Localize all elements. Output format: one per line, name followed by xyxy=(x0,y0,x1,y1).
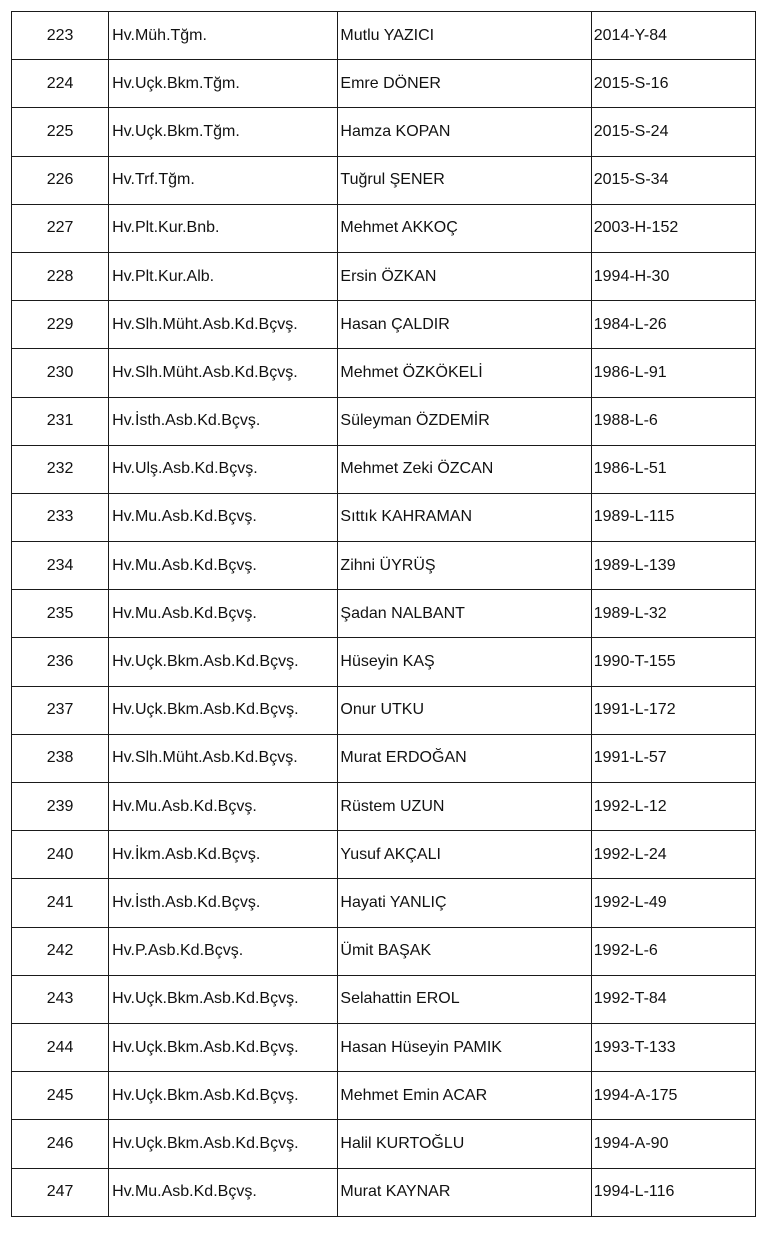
rank-cell: Hv.Mu.Asb.Kd.Bçvş. xyxy=(109,542,338,590)
table-row xyxy=(12,879,756,927)
row-number-cell: 237 xyxy=(12,686,109,734)
person-name-cell: Zihni ÜYRÜŞ xyxy=(338,542,591,590)
row-number-cell: 227 xyxy=(12,204,109,252)
personnel-table xyxy=(11,11,756,1217)
table-row xyxy=(12,734,756,782)
table-row xyxy=(12,349,756,397)
person-name-cell: Ersin ÖZKAN xyxy=(338,252,591,300)
rank-cell: Hv.İkm.Asb.Kd.Bçvş. xyxy=(109,831,338,879)
row-number-cell: 236 xyxy=(12,638,109,686)
registry-code-cell: 1994-A-90 xyxy=(591,1120,755,1168)
rank-cell: Hv.Uçk.Bkm.Asb.Kd.Bçvş. xyxy=(109,1072,338,1120)
person-name-cell: Emre DÖNER xyxy=(338,60,591,108)
table-row xyxy=(12,445,756,493)
registry-code-cell: 1984-L-26 xyxy=(591,301,755,349)
rank-cell: Hv.Müh.Tğm. xyxy=(109,12,338,60)
table-row xyxy=(12,542,756,590)
person-name-cell: Rüstem UZUN xyxy=(338,783,591,831)
row-number-cell: 229 xyxy=(12,301,109,349)
row-number-cell: 235 xyxy=(12,590,109,638)
row-number-cell: 246 xyxy=(12,1120,109,1168)
row-number-cell: 245 xyxy=(12,1072,109,1120)
registry-code-cell: 2014-Y-84 xyxy=(591,12,755,60)
table-row xyxy=(12,686,756,734)
rank-cell: Hv.Ulş.Asb.Kd.Bçvş. xyxy=(109,445,338,493)
table-row xyxy=(12,204,756,252)
registry-code-cell: 1986-L-91 xyxy=(591,349,755,397)
registry-code-cell: 1988-L-6 xyxy=(591,397,755,445)
table-row xyxy=(12,1023,756,1071)
registry-code-cell: 1991-L-172 xyxy=(591,686,755,734)
person-name-cell: Murat KAYNAR xyxy=(338,1168,591,1216)
rank-cell: Hv.Plt.Kur.Alb. xyxy=(109,252,338,300)
person-name-cell: Süleyman ÖZDEMİR xyxy=(338,397,591,445)
row-number-cell: 233 xyxy=(12,493,109,541)
person-name-cell: Hamza KOPAN xyxy=(338,108,591,156)
registry-code-cell: 1986-L-51 xyxy=(591,445,755,493)
rank-cell: Hv.Mu.Asb.Kd.Bçvş. xyxy=(109,783,338,831)
registry-code-cell: 1992-L-12 xyxy=(591,783,755,831)
row-number-cell: 232 xyxy=(12,445,109,493)
rank-cell: Hv.Uçk.Bkm.Tğm. xyxy=(109,108,338,156)
table-row xyxy=(12,108,756,156)
rank-cell: Hv.İsth.Asb.Kd.Bçvş. xyxy=(109,397,338,445)
person-name-cell: Tuğrul ŞENER xyxy=(338,156,591,204)
rank-cell: Hv.Slh.Müht.Asb.Kd.Bçvş. xyxy=(109,301,338,349)
rank-cell: Hv.Uçk.Bkm.Asb.Kd.Bçvş. xyxy=(109,1023,338,1071)
person-name-cell: Şadan NALBANT xyxy=(338,590,591,638)
table-row xyxy=(12,252,756,300)
row-number-cell: 238 xyxy=(12,734,109,782)
row-number-cell: 228 xyxy=(12,252,109,300)
registry-code-cell: 1994-L-116 xyxy=(591,1168,755,1216)
person-name-cell: Yusuf AKÇALI xyxy=(338,831,591,879)
registry-code-cell: 1993-T-133 xyxy=(591,1023,755,1071)
person-name-cell: Ümit BAŞAK xyxy=(338,927,591,975)
row-number-cell: 226 xyxy=(12,156,109,204)
registry-code-cell: 1989-L-139 xyxy=(591,542,755,590)
person-name-cell: Murat ERDOĞAN xyxy=(338,734,591,782)
table-row xyxy=(12,590,756,638)
table-row xyxy=(12,1168,756,1216)
registry-code-cell: 2015-S-34 xyxy=(591,156,755,204)
person-name-cell: Halil KURTOĞLU xyxy=(338,1120,591,1168)
registry-code-cell: 1990-T-155 xyxy=(591,638,755,686)
table-row xyxy=(12,831,756,879)
registry-code-cell: 1992-L-49 xyxy=(591,879,755,927)
person-name-cell: Hüseyin KAŞ xyxy=(338,638,591,686)
personnel-table-body xyxy=(12,12,756,1217)
table-row xyxy=(12,301,756,349)
table-row xyxy=(12,1072,756,1120)
rank-cell: Hv.Uçk.Bkm.Asb.Kd.Bçvş. xyxy=(109,686,338,734)
row-number-cell: 243 xyxy=(12,975,109,1023)
row-number-cell: 225 xyxy=(12,108,109,156)
person-name-cell: Hasan Hüseyin PAMIK xyxy=(338,1023,591,1071)
table-row xyxy=(12,638,756,686)
registry-code-cell: 2015-S-16 xyxy=(591,60,755,108)
registry-code-cell: 1992-T-84 xyxy=(591,975,755,1023)
table-row xyxy=(12,156,756,204)
person-name-cell: Hayati YANLIÇ xyxy=(338,879,591,927)
rank-cell: Hv.P.Asb.Kd.Bçvş. xyxy=(109,927,338,975)
person-name-cell: Onur UTKU xyxy=(338,686,591,734)
table-row xyxy=(12,60,756,108)
rank-cell: Hv.Uçk.Bkm.Asb.Kd.Bçvş. xyxy=(109,1120,338,1168)
table-row xyxy=(12,1120,756,1168)
row-number-cell: 240 xyxy=(12,831,109,879)
registry-code-cell: 1994-H-30 xyxy=(591,252,755,300)
rank-cell: Hv.Mu.Asb.Kd.Bçvş. xyxy=(109,590,338,638)
rank-cell: Hv.Mu.Asb.Kd.Bçvş. xyxy=(109,493,338,541)
row-number-cell: 230 xyxy=(12,349,109,397)
table-row xyxy=(12,975,756,1023)
person-name-cell: Mehmet Emin ACAR xyxy=(338,1072,591,1120)
table-row xyxy=(12,397,756,445)
table-row xyxy=(12,783,756,831)
registry-code-cell: 1994-A-175 xyxy=(591,1072,755,1120)
person-name-cell: Hasan ÇALDIR xyxy=(338,301,591,349)
row-number-cell: 231 xyxy=(12,397,109,445)
rank-cell: Hv.Plt.Kur.Bnb. xyxy=(109,204,338,252)
registry-code-cell: 1992-L-6 xyxy=(591,927,755,975)
row-number-cell: 239 xyxy=(12,783,109,831)
registry-code-cell: 1989-L-115 xyxy=(591,493,755,541)
row-number-cell: 234 xyxy=(12,542,109,590)
row-number-cell: 224 xyxy=(12,60,109,108)
table-row xyxy=(12,493,756,541)
registry-code-cell: 1989-L-32 xyxy=(591,590,755,638)
registry-code-cell: 1992-L-24 xyxy=(591,831,755,879)
row-number-cell: 244 xyxy=(12,1023,109,1071)
table-row xyxy=(12,12,756,60)
registry-code-cell: 2015-S-24 xyxy=(591,108,755,156)
person-name-cell: Sıttık KAHRAMAN xyxy=(338,493,591,541)
rank-cell: Hv.Trf.Tğm. xyxy=(109,156,338,204)
person-name-cell: Mehmet Zeki ÖZCAN xyxy=(338,445,591,493)
person-name-cell: Mehmet ÖZKÖKELİ xyxy=(338,349,591,397)
row-number-cell: 247 xyxy=(12,1168,109,1216)
rank-cell: Hv.İsth.Asb.Kd.Bçvş. xyxy=(109,879,338,927)
person-name-cell: Mehmet AKKOÇ xyxy=(338,204,591,252)
rank-cell: Hv.Mu.Asb.Kd.Bçvş. xyxy=(109,1168,338,1216)
rank-cell: Hv.Slh.Müht.Asb.Kd.Bçvş. xyxy=(109,349,338,397)
rank-cell: Hv.Uçk.Bkm.Tğm. xyxy=(109,60,338,108)
rank-cell: Hv.Slh.Müht.Asb.Kd.Bçvş. xyxy=(109,734,338,782)
rank-cell: Hv.Uçk.Bkm.Asb.Kd.Bçvş. xyxy=(109,638,338,686)
person-name-cell: Selahattin EROL xyxy=(338,975,591,1023)
row-number-cell: 241 xyxy=(12,879,109,927)
rank-cell: Hv.Uçk.Bkm.Asb.Kd.Bçvş. xyxy=(109,975,338,1023)
row-number-cell: 242 xyxy=(12,927,109,975)
registry-code-cell: 1991-L-57 xyxy=(591,734,755,782)
table-row xyxy=(12,927,756,975)
person-name-cell: Mutlu YAZICI xyxy=(338,12,591,60)
registry-code-cell: 2003-H-152 xyxy=(591,204,755,252)
row-number-cell: 223 xyxy=(12,12,109,60)
